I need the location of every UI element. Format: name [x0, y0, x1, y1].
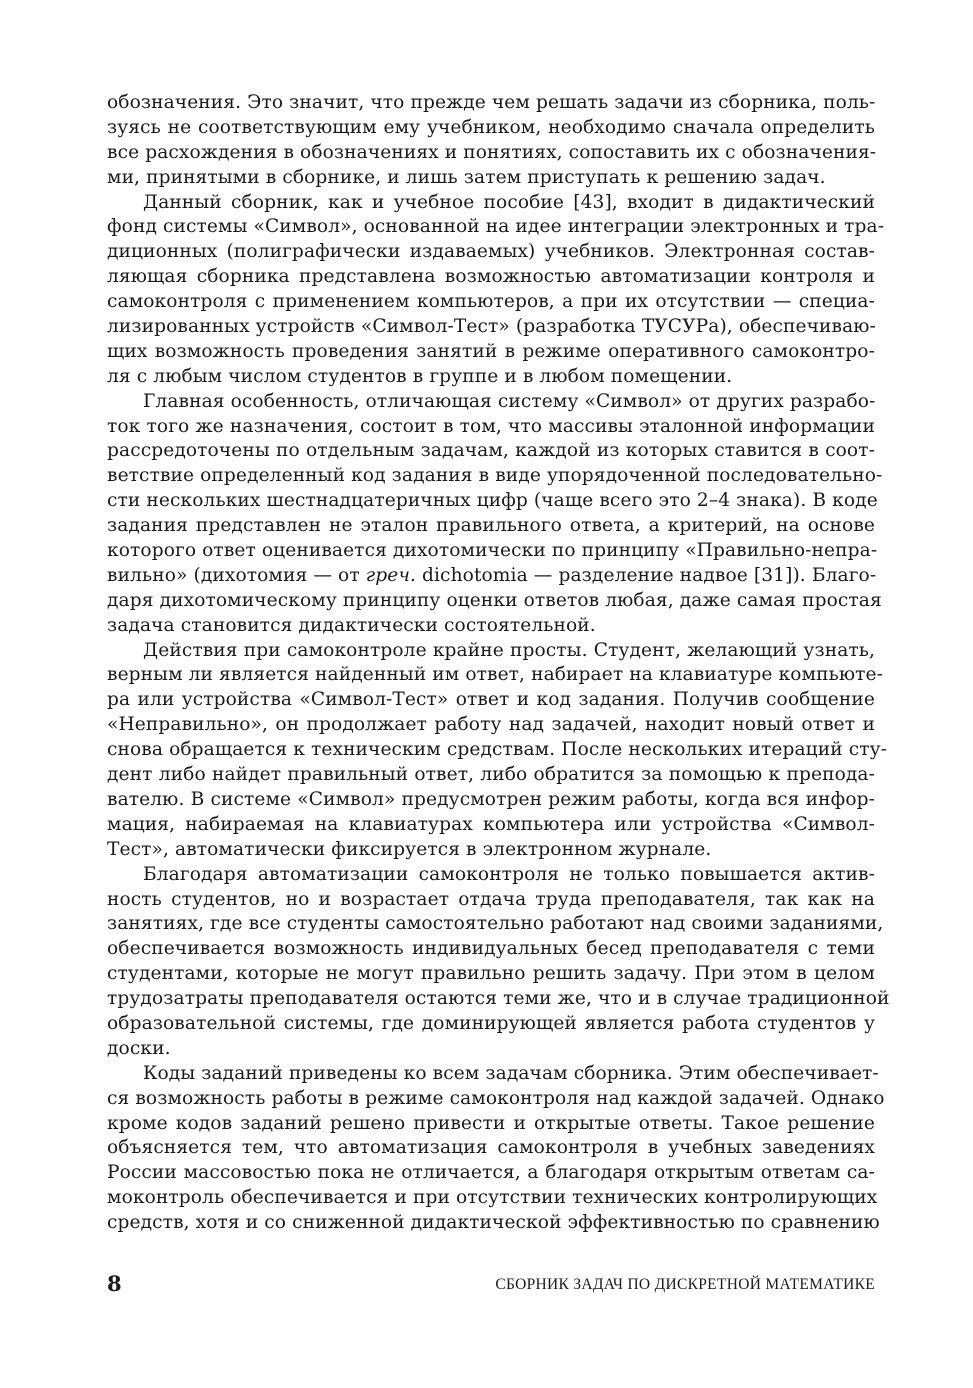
text-line: ся возможность работы в режиме самоконтроля над каждой задачей. Однако	[107, 1087, 885, 1109]
text-line: Коды заданий приведены ко всем задачам сборника. Этим обеспечивает-	[143, 1062, 879, 1084]
text-line: обеспечивается возможность индивидуальных бесед преподавателя с теми	[107, 938, 875, 960]
text-line: моконтроль обеспечивается и при отсутствии технических контролирующих	[107, 1187, 878, 1209]
text-line: Главная особенность, отличающая систему «Символ» от других разрабо-	[143, 390, 876, 412]
text-line: рассредоточены по отдельным задачам, каждой из которых ставится в соот-	[107, 440, 875, 462]
text-line: «Неправильно», он продолжает работу над задачей, находит новый ответ и	[107, 714, 875, 736]
text-line: диционных (полиграфически издаваемых) учебников. Электронная состав-	[107, 241, 875, 263]
page-body	[107, 91, 890, 1236]
text-line: ветствие определенный код задания в виде упорядоченной последовательно-	[107, 465, 883, 487]
text-line: ность студентов, но и возрастает отдача труда преподавателя, так как на	[107, 888, 875, 910]
text-line: ми, принятыми в сборнике, и лишь затем приступать к решению задач.	[107, 166, 826, 188]
text-line: щих возможность проведения занятий в режиме оперативного самоконтро-	[107, 340, 875, 362]
text-line: ток того же назначения, состоит в том, что массивы эталонной информации	[107, 415, 875, 437]
text-line: лизированных устройств «Символ-Тест» (разработка ТУСУРа), обеспечиваю-	[107, 316, 876, 338]
paragraph	[107, 1062, 885, 1236]
text-line: фонд системы «Символ», основанной на идее интеграции электронных и тра-	[107, 216, 885, 238]
text-line: ра или устройства «Символ-Тест» ответ и код задания. Получив сообщение	[107, 689, 875, 711]
text-line: задания представлен не эталон правильного ответа, а критерий, на основе	[107, 515, 875, 537]
text-line: образовательной системы, где доминирующей является работа студентов у	[107, 1012, 875, 1034]
text-line: вателю. В системе «Символ» предусмотрен режим работы, когда вся инфор-	[107, 788, 875, 810]
paragraph	[107, 639, 888, 863]
paragraph	[107, 91, 875, 191]
text-line: Действия при самоконтроле крайне просты. Студент, желающий узнать,	[143, 639, 875, 661]
page-footer	[107, 1271, 875, 1297]
text-line: все расхождения в обозначениях и понятиях, сопоставить их с обозначения-	[107, 141, 877, 163]
text-line: средств, хотя и со сниженной дидактической эффективностью по сравнению	[107, 1212, 880, 1234]
text-line: кроме кодов заданий решено привести и открытые ответы. Такое решение	[107, 1112, 875, 1134]
text-line: верным ли является найденный им ответ, набирает на клавиатуре компьюте-	[107, 664, 883, 686]
text-line: объясняется тем, что автоматизация самоконтроля в учебных заведениях	[107, 1137, 875, 1159]
paragraph	[107, 863, 890, 1062]
text-line: обозначения. Это значит, что прежде чем решать задачи из сборника, поль-	[107, 92, 876, 113]
text-line: задача становится дидактически состоятельной.	[107, 614, 596, 636]
paragraph	[107, 390, 883, 639]
text-line: Данный сборник, как и учебное пособие [43], входит в дидактический	[143, 191, 875, 213]
text-line: ляющая сборника представлена возможностью автоматизации контроля и	[107, 266, 875, 288]
text-line: вильно» (дихотомия — от греч. dichotomia — разделение надвое [31]). Благо-	[107, 564, 877, 586]
text-line: России массовостью пока не отличается, а благодаря открытым ответам са-	[107, 1162, 875, 1184]
text-line: которого ответ оценивается дихотомически по принципу «Правильно-непра-	[107, 540, 878, 562]
paragraph	[107, 191, 885, 390]
text-line: зуясь не соответствующим ему учебником, необходимо сначала определить	[107, 116, 875, 138]
text-line: занятиях, где все студенты самостоятельно работают над своими заданиями,	[107, 913, 884, 935]
page-number: 8	[107, 1271, 122, 1296]
text-line: сти нескольких шестнадцатеричных цифр (чаще всего это 2–4 знака). В коде	[107, 490, 878, 512]
text-line: трудозатраты преподавателя остаются теми же, что и в случае традиционной	[107, 988, 890, 1010]
text-line: снова обращается к техническим средствам. После нескольких итераций сту-	[107, 739, 888, 761]
text-line: мация, набираемая на клавиатурах компьютера или устройства «Символ-	[107, 813, 875, 835]
text-line: студентами, которые не могут правильно решить задачу. При этом в целом	[107, 963, 875, 985]
text-line: самоконтроля с применением компьютеров, а при их отсутствии — специа-	[107, 291, 875, 313]
italic-abbreviation: греч.	[365, 564, 416, 586]
text-line: доски.	[107, 1037, 171, 1059]
running-title: СБОРНИК ЗАДАЧ ПО ДИСКРЕТНОЙ МАТЕМАТИКЕ	[495, 1276, 875, 1293]
text-line: Тест», автоматически фиксируется в электронном журнале.	[107, 838, 712, 860]
text-line: даря дихотомическому принципу оценки ответов любая, даже самая простая	[107, 589, 882, 611]
text-line: дент либо найдет правильный ответ, либо обратится за помощью к препода-	[107, 764, 875, 786]
text-line: ля с любым числом студентов в группе и в любом помещении.	[107, 365, 733, 387]
text-line: Благодаря автоматизации самоконтроля не только повышается актив-	[143, 863, 875, 885]
